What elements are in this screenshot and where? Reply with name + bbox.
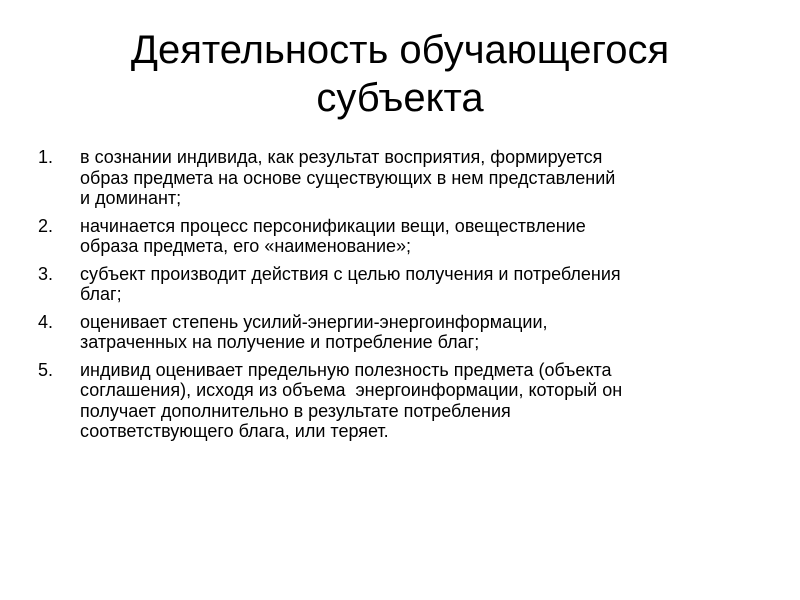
item-line: затраченных на получение и потребление благ; bbox=[80, 332, 480, 352]
item-line: субъект производит действия с целью получения и потребления bbox=[80, 263, 621, 284]
item-text bbox=[80, 147, 768, 209]
title-line: субъекта bbox=[316, 76, 484, 120]
item-line: оценивает степень усилий-энергии-энергоинформации, bbox=[80, 311, 548, 332]
item-line: и доминант; bbox=[80, 188, 182, 208]
item-number: 3. bbox=[38, 263, 54, 284]
list-item bbox=[38, 360, 768, 442]
item-line: соглашения), исходя из объема энергоинформации, который он bbox=[80, 380, 623, 400]
item-line: индивид оценивает предельную полезность предмета (объекта bbox=[80, 359, 612, 380]
list-item bbox=[38, 147, 768, 209]
item-number: 1. bbox=[38, 147, 54, 167]
item-line: в сознании индивида, как результат восприятия, формируется bbox=[80, 147, 603, 167]
item-number: 2. bbox=[38, 215, 54, 236]
list-item bbox=[38, 264, 768, 305]
title-line: Деятельность обучающегося bbox=[130, 28, 670, 72]
item-text bbox=[80, 360, 768, 442]
item-number: 4. bbox=[38, 311, 54, 332]
item-text bbox=[80, 264, 768, 305]
item-number: 5. bbox=[38, 359, 54, 380]
slide-title bbox=[40, 26, 760, 122]
item-line: образа предмета, его «наименование»; bbox=[80, 236, 412, 256]
item-line: соответствующего блага, или теряет. bbox=[80, 421, 389, 441]
list-item bbox=[38, 312, 768, 353]
item-line: получает дополнительно в результате потребления bbox=[80, 400, 511, 421]
item-line: начинается процесс персонификации вещи, овеществление bbox=[80, 215, 586, 236]
list-item bbox=[38, 216, 768, 257]
item-text bbox=[80, 312, 768, 353]
item-line: благ; bbox=[80, 284, 122, 304]
item-line: образ предмета на основе существующих в нем представлений bbox=[80, 167, 616, 188]
item-text bbox=[80, 216, 768, 257]
numbered-list bbox=[38, 147, 768, 449]
